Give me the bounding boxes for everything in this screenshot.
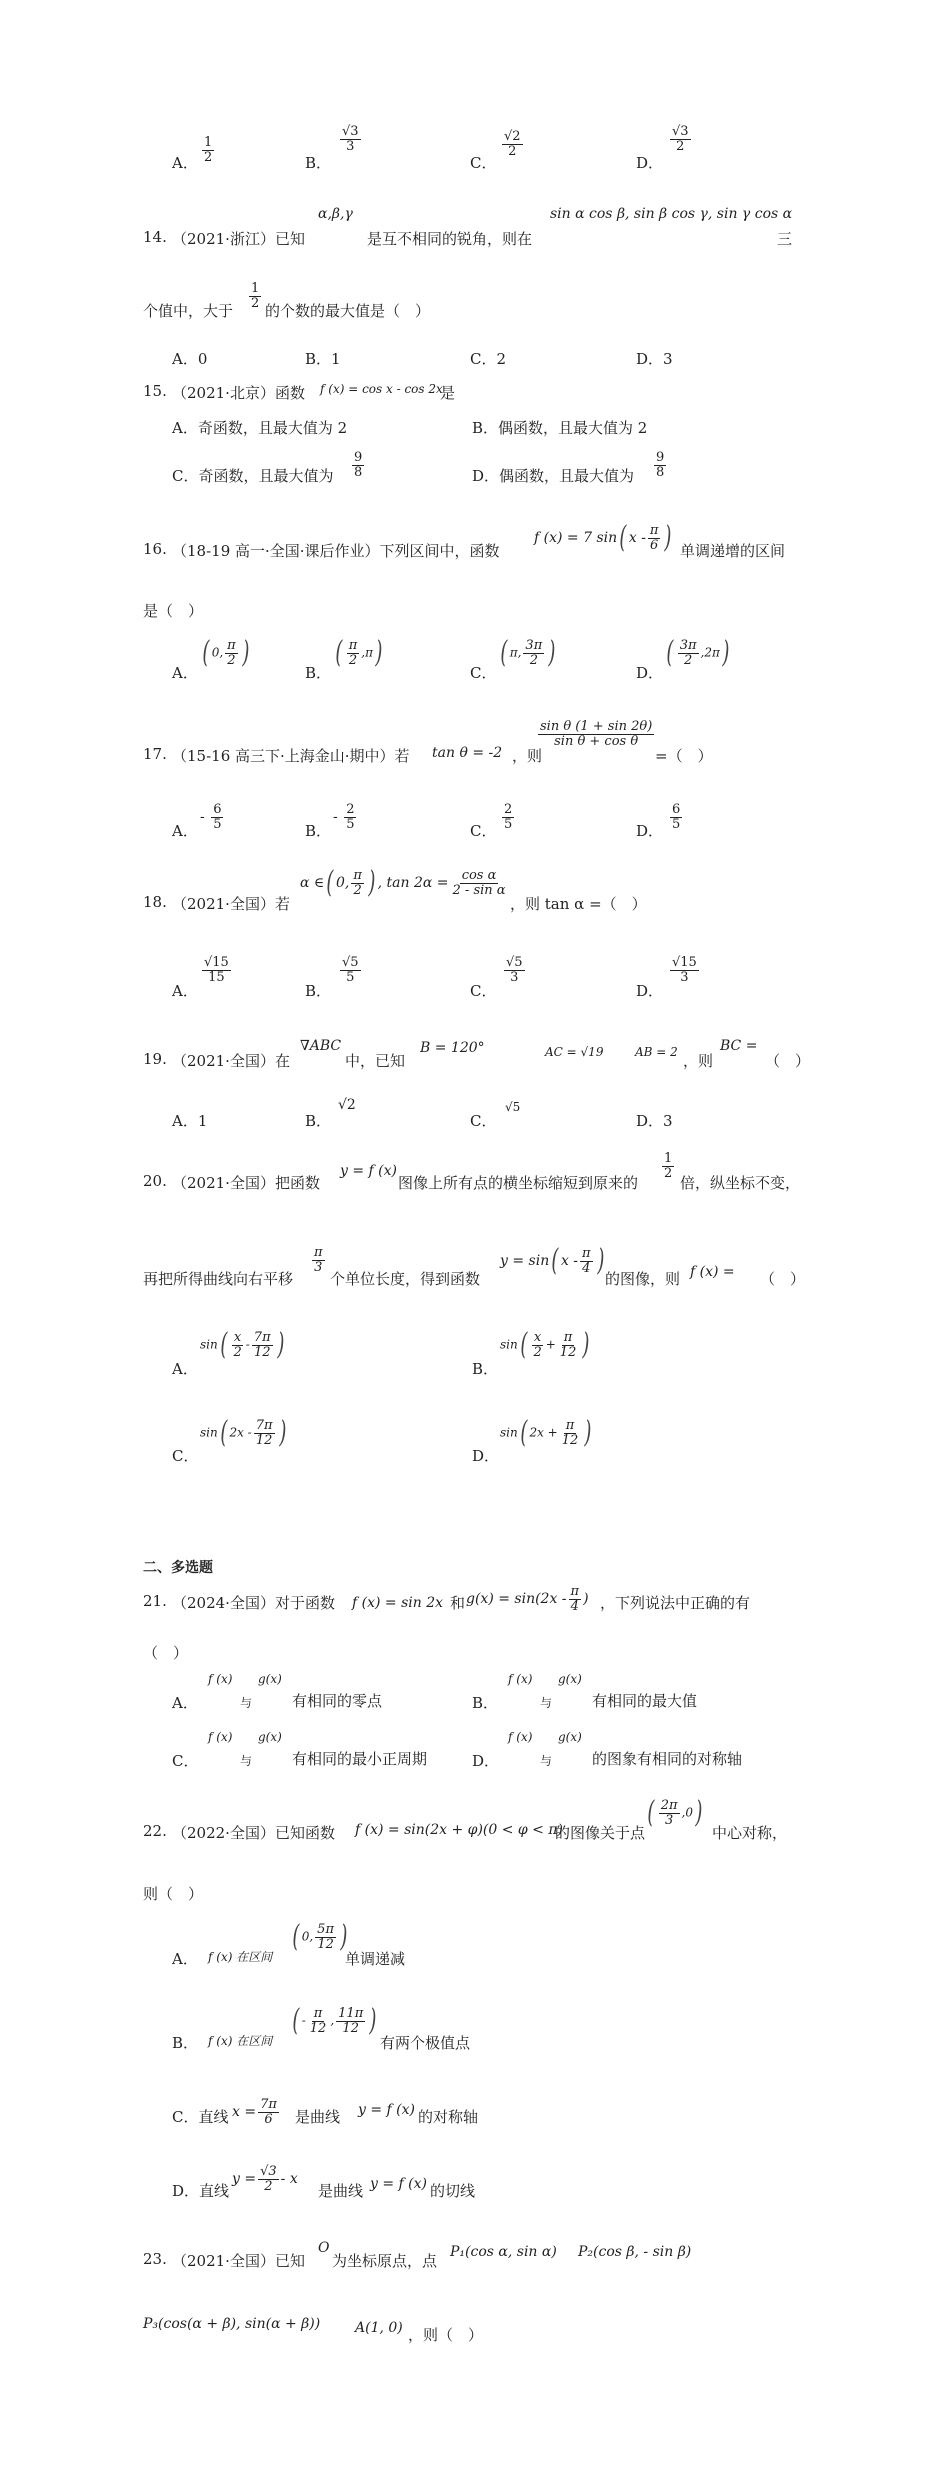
option-d: D．3 — [636, 1112, 673, 1130]
question-expr: f (x) = cos x - cos 2x — [320, 382, 443, 396]
question-text: ，则 — [512, 747, 543, 765]
option-a-text: 单调递减 — [345, 1950, 406, 1968]
question-text: 单调递增的区间 — [680, 542, 786, 560]
option-a-interval: ( 0, $\frac{\pi}{2}$ ) — [202, 635, 250, 670]
option-b-val: - $\frac{2}{5}$ — [333, 802, 355, 832]
question-number: 16. — [143, 540, 167, 558]
question-text: =（ ） — [655, 747, 713, 765]
point-p1: P₁(cos α, sin α) — [450, 2244, 557, 2260]
option-text: 有相同的零点 — [292, 1692, 383, 1710]
option-b: B． — [472, 1360, 499, 1378]
option-with: 与 — [540, 1754, 553, 1768]
option-b-text: 有两个极值点 — [380, 2034, 471, 2052]
option-d: D．直线 — [172, 2182, 230, 2200]
question-tri: ∇ABC — [300, 1038, 342, 1054]
question-number: 20. — [143, 1172, 167, 1190]
fraction-half: $\frac{1}{2}$ — [251, 281, 260, 311]
question-text: 的个数的最大值是（ ） — [265, 302, 431, 320]
option-c-val: √5 — [505, 1100, 521, 1114]
option-c-val: $\frac{2}{5}$ — [504, 802, 513, 832]
point-p2: P₂(cos β, - sin β) — [578, 2244, 692, 2260]
option-fx: f (x) — [208, 1730, 233, 1744]
option-with: 与 — [540, 1696, 553, 1710]
question-text: 图像上所有点的横坐标缩短到原来的 — [398, 1174, 639, 1192]
point-p3: P₃(cos(α + β), sin(α + β)) — [143, 2316, 321, 2332]
option-a-text: f (x) 在区间 — [208, 1950, 273, 1964]
option-d: D． — [636, 822, 664, 840]
question-text: 则（ ） — [143, 1885, 204, 1903]
option-c: C．奇函数，且最大值为 — [172, 467, 334, 485]
option-c: C． — [470, 822, 497, 840]
question-source: （2021·全国）在 — [172, 1052, 290, 1070]
option-gx: g(x) — [258, 1672, 282, 1686]
option-d: D．3 — [636, 350, 673, 368]
option-b: B． — [305, 982, 332, 1000]
option-a: A． — [172, 1694, 198, 1712]
option-a: A．1 — [172, 1112, 208, 1130]
option-with: 与 — [240, 1754, 253, 1768]
question-text: ，下列说法中正确的有 — [600, 1594, 751, 1612]
target-func: y = sin( x - $\frac{\pi}{4}$ ) — [500, 1243, 604, 1278]
question-text: （ ） — [765, 1052, 811, 1070]
option-c: C． — [172, 1447, 199, 1465]
option-fx: f (x) — [208, 1672, 233, 1686]
question-fx: y = f (x) — [340, 1163, 397, 1179]
option-a: A． — [172, 1360, 198, 1378]
question-number: 21. — [143, 1592, 167, 1610]
question-cond: α ∈( 0, $\frac{\pi}{2}$ ) , tan 2α = $\frac{\text{cos α}}{\text{2 - sin α}}$ — [300, 865, 506, 900]
question-text: 的图像关于点 — [555, 1824, 646, 1842]
option-d: D． — [472, 1752, 500, 1770]
option-c: C． — [470, 982, 497, 1000]
question-ab: AB = 2 — [635, 1045, 678, 1059]
option-c-interval: ( π, $\frac{3\pi}{2}$ ) — [500, 635, 556, 670]
option-a: A．0 — [172, 350, 208, 368]
question-text: 是（ ） — [143, 602, 204, 620]
option-b-frac: $\frac{√3}{3}$ — [342, 124, 359, 154]
question-expr: sin α cos β, sin β cos γ, sin γ cos α — [550, 206, 793, 222]
question-text: 再把所得曲线向右平移 — [143, 1270, 294, 1288]
option-d-line: y = $\frac{√3}{2}$ - x — [232, 2164, 298, 2194]
question-f: f (x) = sin(2x + φ)(0 < φ < π) — [355, 1822, 564, 1838]
question-number: 19. — [143, 1050, 167, 1068]
question-text: 是互不相同的锐角，则在 — [367, 230, 533, 248]
option-b: B．1 — [305, 350, 341, 368]
question-ac: AC = √19 — [545, 1045, 604, 1059]
question-text: 为坐标原点，点 — [332, 2252, 438, 2270]
question-source: （2021·全国）若 — [172, 895, 290, 913]
option-b: B． — [472, 1694, 499, 1712]
question-vars: α,β,γ — [318, 206, 353, 222]
option-gx: g(x) — [258, 1730, 282, 1744]
option-c-val: $\frac{√5}{3}$ — [506, 955, 523, 985]
option-c: C． — [470, 664, 497, 682]
option-b: B． — [305, 822, 332, 840]
option-d-val: $\frac{6}{5}$ — [672, 802, 681, 832]
question-text: （ ） — [143, 1644, 189, 1662]
fraction-half: $\frac{1}{2}$ — [664, 1151, 673, 1181]
question-bc: BC = — [720, 1038, 758, 1054]
option-d-text: 的切线 — [430, 2182, 476, 2200]
option-c-x: x = $\frac{7\pi}{6}$ — [232, 2097, 277, 2127]
option-b: B． — [172, 2034, 199, 2052]
question-source: （18-19 高一·全国·课后作业）下列区间中，函数 — [172, 542, 500, 560]
question-source: （2021·全国）已知 — [172, 2252, 305, 2270]
question-number: 14. — [143, 228, 167, 246]
option-d-val: $\frac{√15}{3}$ — [672, 955, 697, 985]
option-b: B．偶函数，且最大值为 2 — [472, 419, 648, 437]
option-a-val: - $\frac{6}{5}$ — [200, 802, 222, 832]
option-c-text: 的对称轴 — [418, 2108, 479, 2126]
option-b-val: sin( $\frac{x}{2}$ + $\frac{\pi}{12}$ ) — [500, 1327, 590, 1362]
question-source: （2021·浙江）已知 — [172, 230, 305, 248]
question-text: 中，已知 — [345, 1052, 406, 1070]
option-with: 与 — [240, 1696, 253, 1710]
option-b-interval: ( - $\frac{\pi}{12}$ , $\frac{11\pi}{12}$ ) — [292, 2003, 377, 2038]
question-text: 个单位长度，得到函数 — [330, 1270, 481, 1288]
option-c: C． — [172, 1752, 199, 1770]
option-d: D． — [636, 982, 664, 1000]
question-text: 倍，纵坐标不变， — [680, 1174, 801, 1192]
option-d-frac: $\frac{9}{8}$ — [656, 450, 665, 480]
question-expr: f (x) = 7 sin( x - $\frac{\pi}{6}$ ) — [534, 520, 672, 555]
option-b-text: f (x) 在区间 — [208, 2034, 273, 2048]
option-gx: g(x) — [558, 1672, 582, 1686]
option-a-interval: ( 0, $\frac{5\pi}{12}$ ) — [292, 1919, 348, 1954]
option-d: D． — [472, 1447, 500, 1465]
option-c: C．直线 — [172, 2108, 229, 2126]
option-c: C．2 — [470, 350, 507, 368]
option-c-val: sin( 2x - $\frac{7\pi}{12}$ ) — [200, 1415, 286, 1450]
option-b: B． — [305, 1112, 332, 1130]
option-a: A． — [172, 822, 198, 840]
question-source: （2021·北京）函数 — [172, 384, 305, 402]
shift-frac: $\frac{\pi}{3}$ — [314, 1245, 323, 1275]
section-heading: 二、多选题 — [143, 1560, 213, 1576]
question-f: f (x) = sin 2x — [352, 1595, 444, 1611]
question-text: 中心对称， — [712, 1824, 788, 1842]
option-text: 有相同的最小正周期 — [292, 1750, 428, 1768]
option-b-interval: ( $\frac{\pi}{2}$ ,π) — [335, 635, 383, 670]
question-number: 22. — [143, 1822, 167, 1840]
option-a-val: $\frac{√15}{15}$ — [204, 955, 229, 985]
question-o: O — [318, 2240, 330, 2256]
option-fx: f (x) — [508, 1672, 533, 1686]
option-d: D．偶函数，且最大值为 — [472, 467, 635, 485]
option-b-val: $\frac{√5}{5}$ — [342, 955, 359, 985]
question-number: 23. — [143, 2250, 167, 2268]
question-number: 15. — [143, 382, 167, 400]
question-text: 和 — [450, 1594, 466, 1612]
center-point: ( $\frac{2\pi}{3}$ ,0) — [647, 1795, 703, 1830]
option-a: A． — [172, 154, 198, 172]
option-c: C． — [470, 154, 497, 172]
option-b-val: √2 — [338, 1097, 356, 1113]
option-c: C． — [470, 1112, 497, 1130]
question-text: 三 — [777, 230, 793, 248]
option-d-val: sin( 2x + $\frac{\pi}{12}$ ) — [500, 1415, 592, 1450]
question-source: （2022·全国）已知函数 — [172, 1824, 335, 1842]
option-c-fx: y = f (x) — [358, 2102, 415, 2118]
option-b: B． — [305, 154, 332, 172]
option-a: A．奇函数，且最大值为 2 — [172, 419, 348, 437]
option-d: D． — [636, 664, 664, 682]
question-g: g(x) = sin(2x - $\frac{\pi}{4}$ ) — [466, 1584, 589, 1614]
question-text: 是 — [440, 384, 456, 402]
option-a: A． — [172, 1950, 198, 1968]
option-d-fx: y = f (x) — [370, 2176, 427, 2192]
question-text: ，则 tan α =（ ） — [510, 895, 647, 913]
option-text: 有相同的最大值 — [592, 1692, 698, 1710]
option-b: B． — [305, 664, 332, 682]
option-d-interval: ( $\frac{3\pi}{2}$ ,2π) — [666, 635, 730, 670]
point-a: A(1, 0) — [355, 2320, 403, 2336]
question-text: ，则 — [683, 1052, 714, 1070]
option-c-frac: $\frac{9}{8}$ — [354, 450, 363, 480]
question-text: 个值中，大于 — [143, 302, 234, 320]
option-d-text: 是曲线 — [318, 2182, 364, 2200]
question-cond: tan θ = -2 — [432, 745, 503, 761]
option-a: A． — [172, 982, 198, 1000]
question-text: ，则（ ） — [408, 2326, 484, 2344]
question-fx2: f (x) = — [690, 1264, 735, 1280]
option-c-text: 是曲线 — [295, 2108, 341, 2126]
option-d-frac: $\frac{√3}{2}$ — [672, 124, 689, 154]
option-text: 的图象有相同的对称轴 — [592, 1750, 743, 1768]
option-d: D． — [636, 154, 664, 172]
option-gx: g(x) — [558, 1730, 582, 1744]
option-fx: f (x) — [508, 1730, 533, 1744]
question-number: 17. — [143, 745, 167, 763]
option-c-frac: $\frac{√2}{2}$ — [504, 129, 521, 159]
question-text: 的图像，则 — [605, 1270, 681, 1288]
question-text: （ ） — [760, 1270, 806, 1288]
question-source: （2021·全国）把函数 — [172, 1174, 320, 1192]
question-source: （2024·全国）对于函数 — [172, 1594, 335, 1612]
option-a: A． — [172, 664, 198, 682]
question-number: 18. — [143, 893, 167, 911]
question-source: （15-16 高三下·上海金山·期中）若 — [172, 747, 410, 765]
question-b: B = 120° — [420, 1040, 485, 1056]
option-a-val: sin( $\frac{x}{2}$ - $\frac{7\pi}{12}$ ) — [200, 1327, 284, 1362]
option-a-frac: $\frac{1}{2}$ — [204, 135, 213, 165]
question-frac: $\frac{\text{sin θ (1 + sin 2θ)}}{\text{sin θ + cos θ}}$ — [540, 719, 653, 749]
